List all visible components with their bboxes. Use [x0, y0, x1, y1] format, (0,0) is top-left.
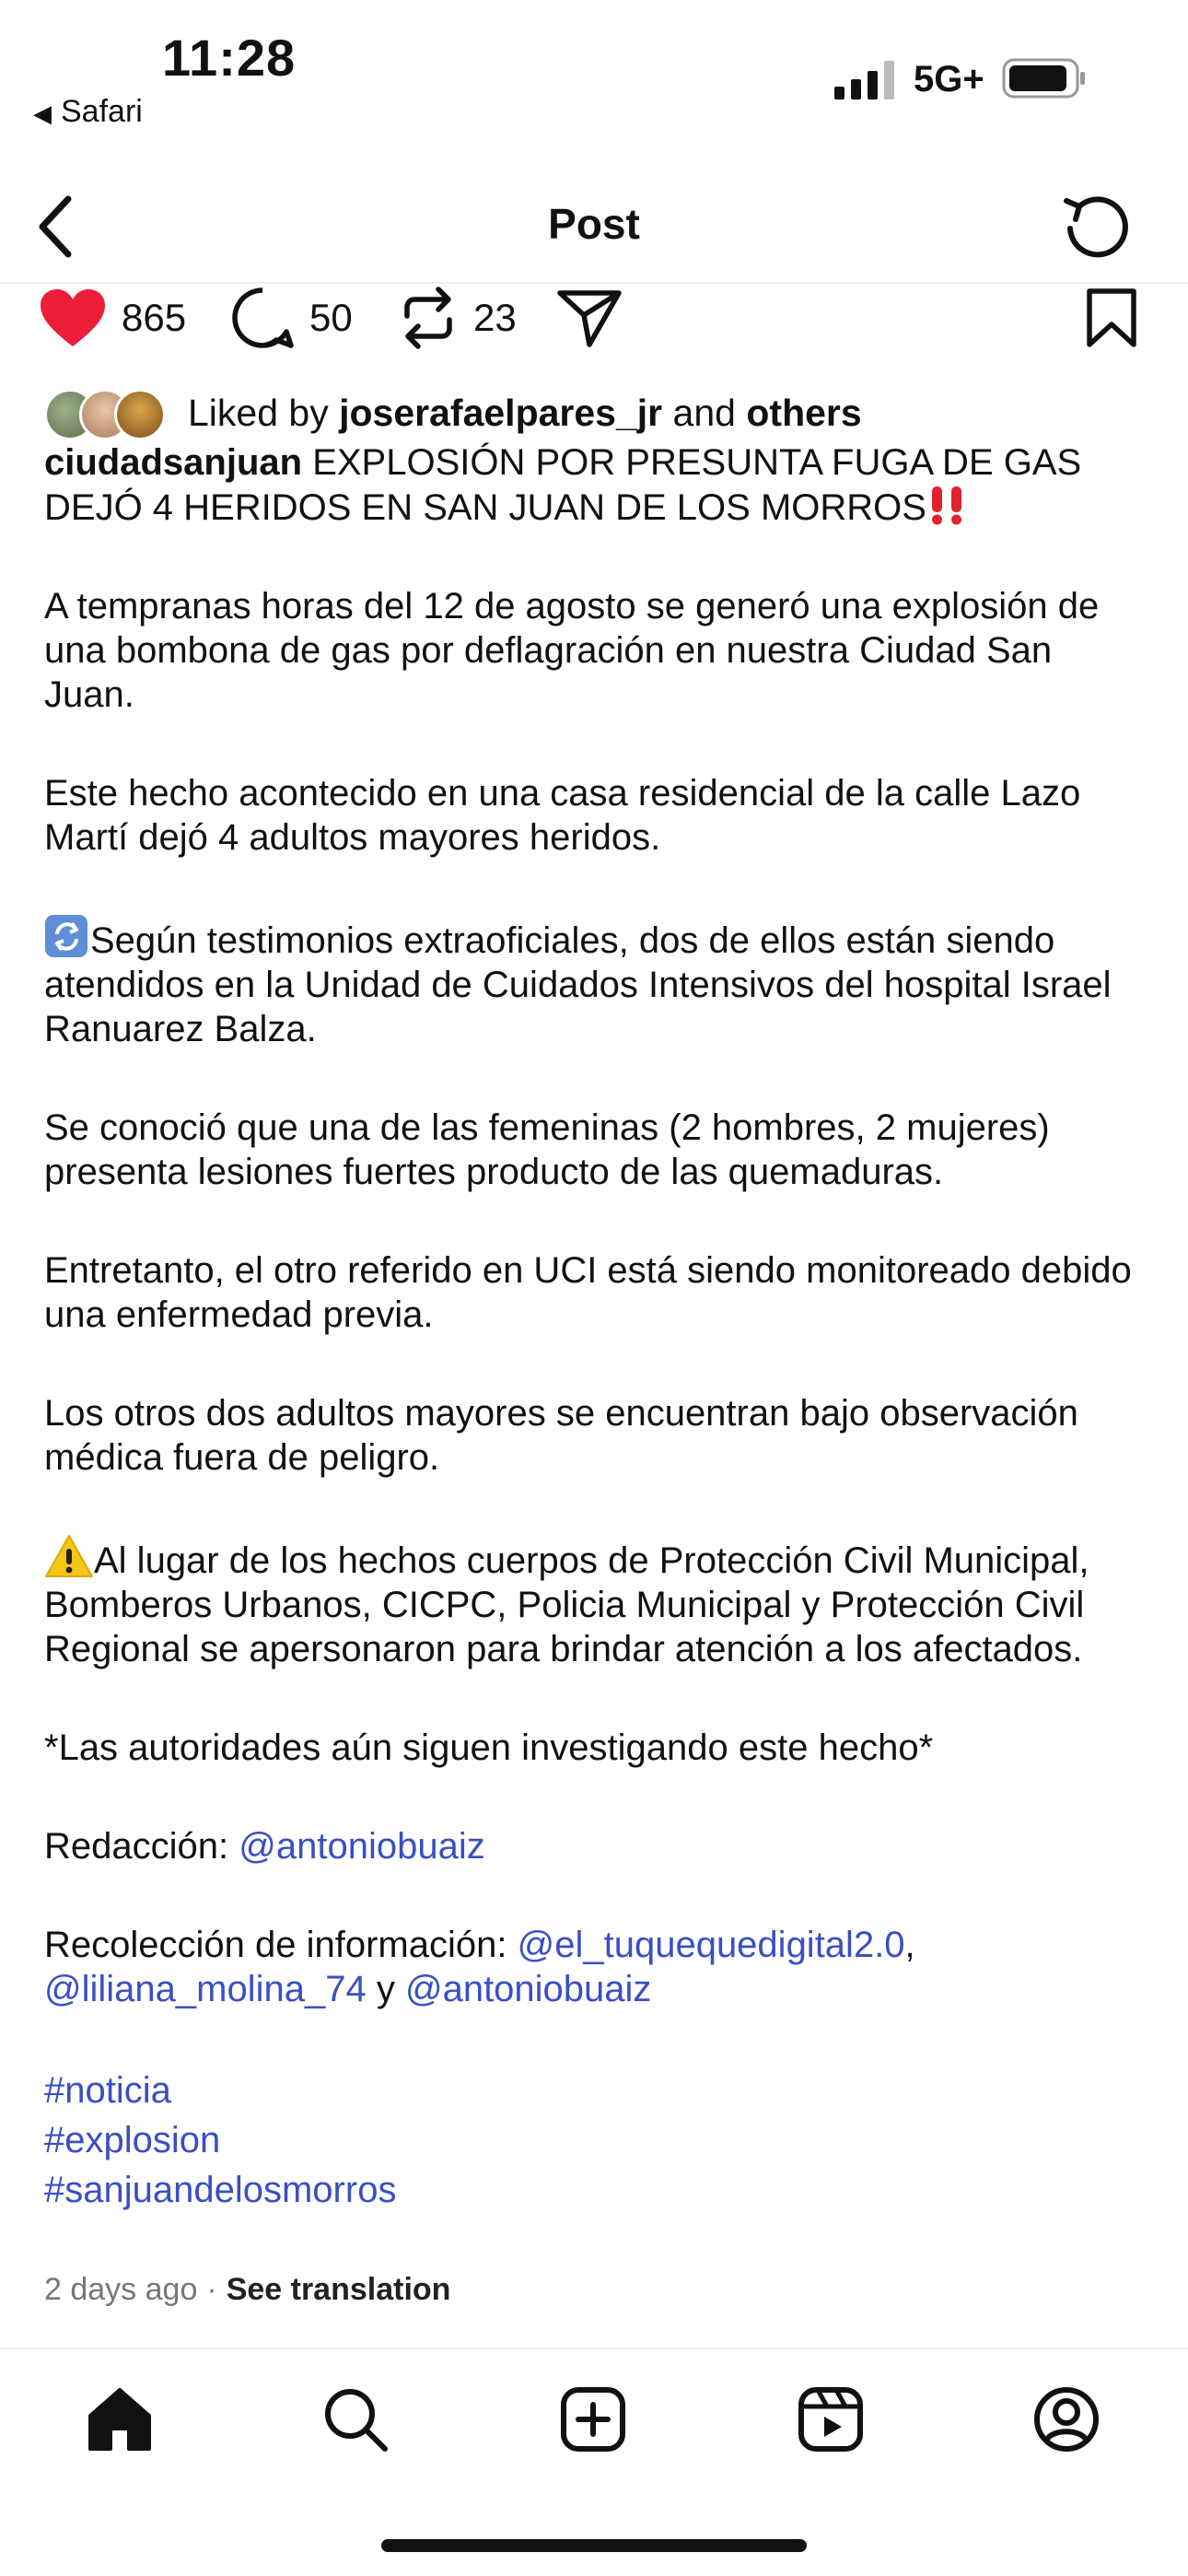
back-triangle-icon: ◀ — [33, 100, 52, 127]
profile-icon[interactable] — [1030, 2383, 1103, 2456]
page-title: Post — [548, 200, 640, 248]
caption-paragraph-3: Según testimonios extraoficiales, dos de ellos están siendo atendidos en la Unidad de Cuidados Intensivos del hospital Israel Ranuarez Balza. — [44, 920, 1112, 1049]
post-meta — [44, 2272, 450, 2308]
recoleccion-label: Recolección de información: — [44, 1925, 507, 1965]
caption-paragraph-7-block — [44, 1534, 1149, 1671]
repost-count: 23 — [473, 296, 517, 339]
liked-by-others[interactable]: others — [746, 391, 862, 434]
like-button[interactable] — [39, 281, 186, 355]
avatar — [114, 389, 166, 440]
caption-headline: EXPLOSIÓN POR PRESUNTA FUGA DE GAS DEJÓ 4 HERIDOS EN SAN JUAN DE LOS MORROS — [44, 442, 1082, 528]
battery-icon — [1002, 57, 1087, 100]
caption-paragraph-4: Se conoció que una de las femeninas (2 hombres, 2 mujeres) presenta lesiones fuertes producto de las quemaduras. — [44, 1107, 1050, 1192]
recoleccion-line: Recolección de información: @el_tuquequedigital2.0, @liliana_molina_74 y @antoniobuaiz — [44, 1925, 915, 2009]
hashtag-link[interactable]: #sanjuandelosmorros — [44, 2170, 397, 2210]
caption-paragraph-6: Los otros dos adultos mayores se encuentran bajo observación médica fuera de peligro. — [44, 1393, 1078, 1478]
home-icon[interactable] — [83, 2383, 157, 2456]
redaccion-line — [44, 1824, 1149, 1868]
status-time: 11:28 — [162, 29, 297, 87]
like-count: 865 — [122, 296, 187, 339]
post-time-ago: 2 days ago — [44, 2272, 198, 2307]
repost-icon — [398, 285, 459, 351]
search-icon[interactable] — [319, 2383, 392, 2456]
send-paper-plane-icon — [556, 287, 623, 348]
mention-link[interactable]: @antoniobuaiz — [404, 1969, 652, 2009]
back-to-app-link[interactable] — [33, 94, 143, 130]
repost-button[interactable] — [398, 281, 517, 355]
comment-button[interactable] — [230, 281, 353, 355]
recoleccion-conjunction: y — [376, 1969, 395, 2009]
redaccion-label: Redacción: — [44, 1826, 229, 1867]
see-translation-link[interactable]: See translation — [226, 2272, 451, 2307]
caption-paragraph-5: Entretanto, el otro referido en UCI está siendo monitoreado debido una enfermedad previa. — [44, 1250, 1132, 1335]
hashtag-link[interactable]: #noticia — [44, 2070, 171, 2111]
bookmark-icon — [1085, 287, 1138, 348]
refresh-icon[interactable] — [1059, 188, 1133, 262]
reels-icon[interactable] — [794, 2383, 868, 2456]
double-exclamation-icon — [926, 485, 969, 525]
post-actions — [0, 281, 1188, 355]
meta-separator: · — [206, 2272, 217, 2307]
liked-by-user[interactable]: joserafaelpares_jr — [339, 391, 663, 434]
nav-bar — [0, 175, 1188, 276]
bottom-tab-bar — [0, 2348, 1188, 2488]
network-type: 5G+ — [914, 59, 984, 100]
comment-count: 50 — [309, 296, 353, 339]
liker-avatars — [44, 387, 173, 439]
cellular-signal-icon — [834, 61, 899, 100]
back-app-label: Safari — [61, 94, 143, 129]
save-button[interactable] — [1085, 281, 1138, 355]
liked-by-prefix: Liked by — [188, 391, 329, 434]
caption-paragraph-7: Al lugar de los hechos cuerpos de Protección Civil Municipal, Bomberos Urbanos, CICPC, Policia Municipal y Protección Civil Regional se apersonaron para brindar atención a los afectados. — [44, 1540, 1089, 1669]
liked-by-and: and — [672, 391, 736, 434]
heart-filled-icon — [39, 287, 107, 348]
liked-by-row[interactable] — [44, 387, 862, 439]
post-caption — [44, 440, 1149, 2215]
mention-link[interactable]: @el_tuquequedigital2.0 — [517, 1925, 905, 1965]
warning-icon — [44, 1534, 94, 1578]
arrows-counterclockwise-icon — [44, 914, 90, 958]
caption-username[interactable]: ciudadsanjuan — [44, 442, 303, 483]
mention-link[interactable]: @antoniobuaiz — [239, 1826, 485, 1867]
caption-paragraph-8: *Las autoridades aún siguen investigando este hecho* — [44, 1727, 934, 1768]
share-button[interactable] — [556, 281, 623, 355]
create-post-icon[interactable] — [556, 2383, 630, 2456]
hashtag-list — [44, 2066, 1149, 2215]
home-indicator — [381, 2539, 807, 2552]
status-bar — [0, 0, 1188, 147]
caption-paragraph-2: Este hecho acontecido en una casa residencial de la calle Lazo Martí dejó 4 adultos mayores heridos. — [44, 773, 1081, 858]
mention-link[interactable]: @liliana_molina_74 — [44, 1969, 367, 2009]
comment-bubble-icon — [230, 286, 295, 350]
caption-headline-block — [44, 440, 1149, 530]
caption-paragraph-1: A tempranas horas del 12 de agosto se generó una explosión de una bombona de gas por deflagración en nuestra Ciudad San Juan. — [44, 586, 1100, 715]
caption-paragraph-3-block — [44, 914, 1149, 1051]
hashtag-link[interactable]: #explosion — [44, 2120, 221, 2160]
